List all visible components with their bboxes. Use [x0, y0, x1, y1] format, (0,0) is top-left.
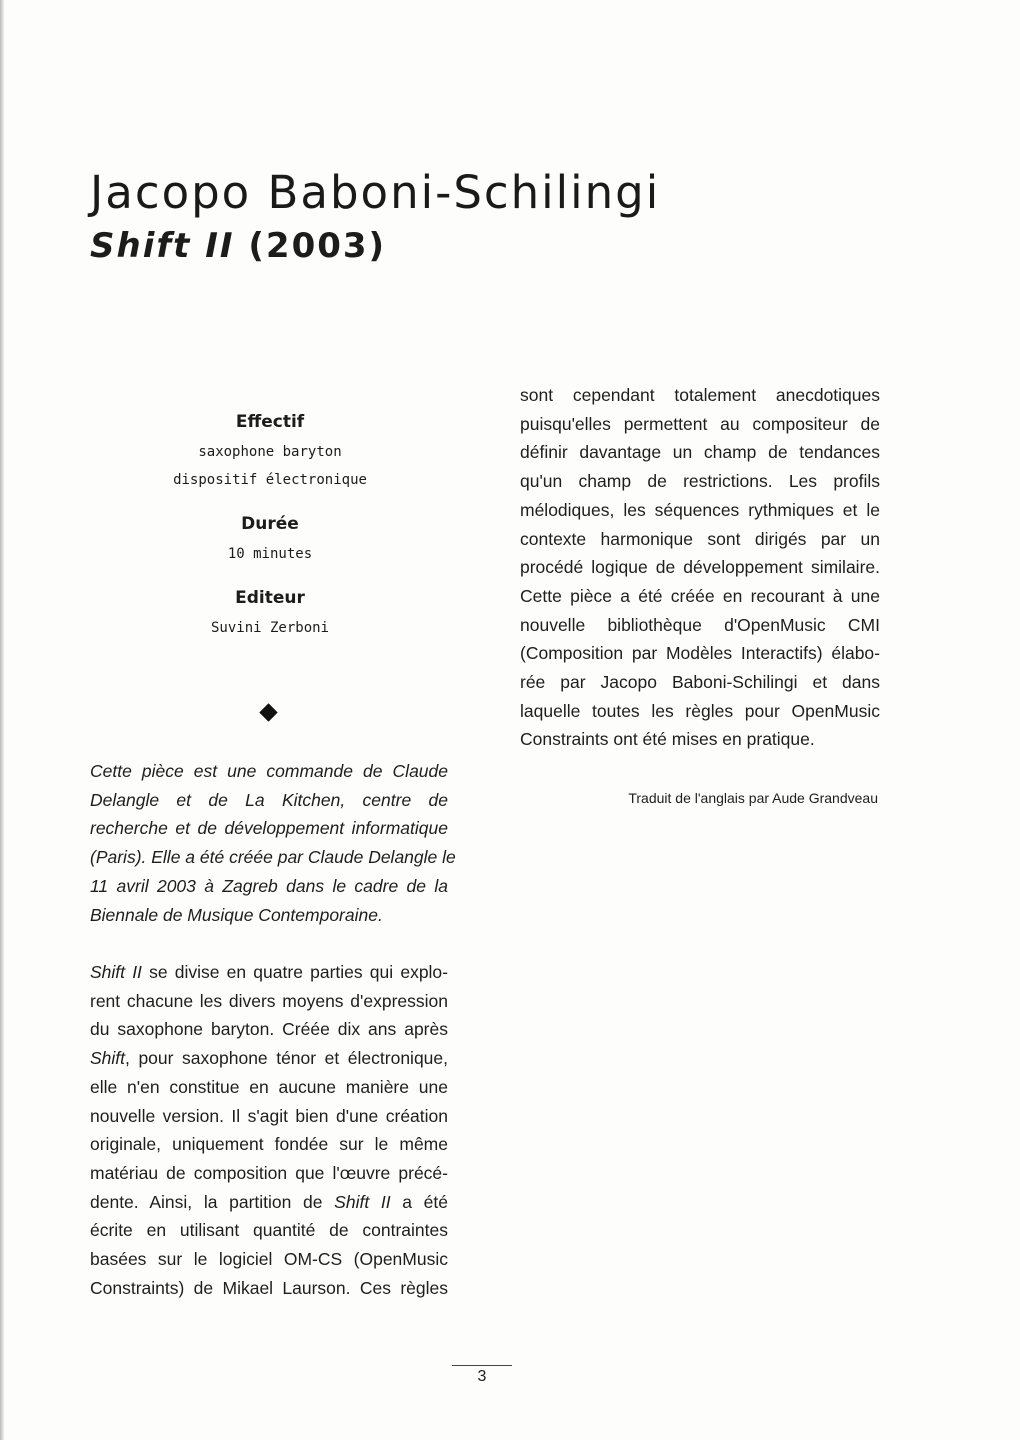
diamond-ornament-icon	[259, 703, 277, 721]
text-line	[90, 1188, 448, 1217]
text-line: laquelle toutes les règles pour OpenMusic	[520, 700, 880, 721]
text-line: matériau de composition que l'œuvre précé-	[90, 1162, 448, 1183]
text-line: Constraints ont été mises en pratique.	[520, 729, 815, 750]
text-line: rée par Jacopo Baboni-Schilingi et dans	[520, 672, 880, 693]
info-heading-effectif: Effectif	[235, 412, 305, 432]
text-line: recherche et de développement informatique	[90, 818, 448, 839]
text-line: Constraints) de Mikael Laurson. Ces règles	[90, 1277, 448, 1298]
work-title	[90, 226, 386, 266]
intro-paragraph	[90, 757, 456, 929]
text-line	[90, 958, 448, 987]
work-ref-italic: Shift II	[90, 962, 142, 982]
text-line: contexte harmonique sont dirigés par un	[520, 528, 880, 549]
text-line: nouvelle bibliothèque d'OpenMusic CMI	[520, 614, 880, 635]
info-heading-editeur: Editeur	[235, 588, 305, 608]
text-line: Delangle et de La Kitchen, centre de	[90, 789, 448, 810]
info-heading-duree: Durée	[241, 514, 299, 534]
work-info-box	[150, 412, 390, 662]
text-line: Cette pièce a été créée en recourant à une	[520, 585, 880, 606]
page-number: 3	[477, 1368, 487, 1385]
text-line: Biennale de Musique Contemporaine.	[90, 904, 383, 925]
info-line: saxophone baryton	[198, 444, 342, 460]
text-line: (Composition par Modèles Interactifs) élabo-	[520, 643, 880, 664]
text-line: basées sur le logiciel OM-CS (OpenMusic	[90, 1249, 448, 1270]
work-title-italic: Shift II	[90, 226, 235, 266]
text-line: puisqu'elles permettent au compositeur de	[520, 413, 880, 434]
text-line: originale, uniquement fondée sur le même	[90, 1134, 448, 1155]
text-fragment: , pour saxophone ténor et électronique,	[125, 1048, 448, 1069]
text-line: nouvelle version. Il s'agit bien d'une création	[90, 1105, 448, 1126]
info-duree	[150, 514, 390, 568]
text-line: Cette pièce est une commande de Claude	[90, 761, 448, 781]
text-line: mélodiques, les séquences rythmiques et le	[520, 499, 880, 520]
text-line: rent chacune les divers moyens d'expression	[90, 990, 448, 1011]
text-line	[90, 1044, 448, 1073]
body-paragraph	[90, 958, 448, 1302]
text-line: sont cependant totalement anecdotiques	[520, 385, 880, 405]
translator-credit: Traduit de l'anglais par Aude Grandveau	[628, 790, 878, 806]
info-line: dispositif électronique	[173, 472, 367, 488]
work-year: (2003)	[234, 226, 387, 266]
work-ref-italic: Shift	[90, 1048, 126, 1069]
composer-name: Jacopo Baboni-Schilingi	[90, 166, 661, 219]
footer-rule	[452, 1365, 512, 1366]
text-line: définir davantage un champ de tendances	[520, 442, 880, 463]
info-line: 10 minutes	[227, 546, 313, 562]
text-line: elle n'en constitue en aucune manière une	[90, 1076, 448, 1097]
text-fragment: se divise en quatre parties qui explo-	[141, 962, 448, 982]
work-ref-italic: Shift II	[334, 1191, 391, 1212]
text-line: procédé logique de développement similaire.	[520, 557, 880, 578]
text-fragment: dente. Ainsi, la partition de	[90, 1191, 335, 1212]
text-line: (Paris). Elle a été créée par Claude Delangle le	[90, 847, 456, 868]
page-edge	[0, 0, 4, 1440]
info-editeur	[150, 588, 390, 642]
info-line: Suvini Zerboni	[210, 620, 329, 636]
info-effectif	[150, 412, 390, 494]
right-column-paragraph	[520, 381, 880, 754]
text-fragment: a été	[390, 1191, 448, 1212]
text-line: écrite en utilisant quantité de contraintes	[90, 1220, 448, 1241]
text-line: qu'un champ de restrictions. Les profils	[520, 471, 880, 492]
text-line: 11 avril 2003 à Zagreb dans le cadre de la	[90, 875, 448, 896]
text-line: du saxophone baryton. Créée dix ans après	[90, 1019, 448, 1040]
